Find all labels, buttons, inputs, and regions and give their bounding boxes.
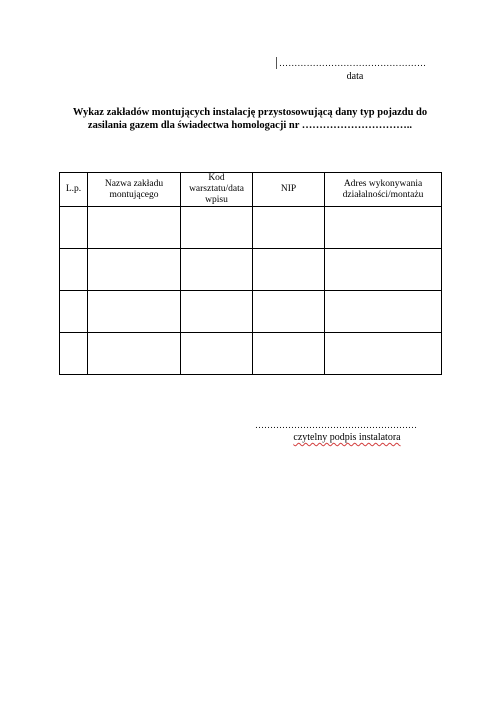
column-header-nip: NIP [253,173,325,207]
table-cell [181,249,253,291]
table-cell [88,291,181,333]
table-cell [60,333,88,375]
table-cell [88,249,181,291]
table-cell [181,333,253,375]
table-cell [253,333,325,375]
table-cell [325,207,442,249]
table-header-row [60,173,442,207]
table-cell [88,333,181,375]
table-cell [60,207,88,249]
table-cell [181,207,253,249]
signature-label-wrapper [262,432,432,443]
column-header-lp: L.p. [60,173,88,207]
date-label: data [346,71,364,82]
table-row [60,333,442,375]
table-cell [253,291,325,333]
table-cell [253,249,325,291]
column-header-workshop-name: Nazwa zakładu montującego [88,173,181,207]
document-title: Wykaz zakładów montujących instalację przystosowującą dany typ pojazdu do zasilania gazem dla świadectwa homologacji nr ………………………….. [72,107,428,131]
signature-dotted-line: ……………………………………………… [255,420,417,430]
table-row [60,207,442,249]
table-cell [325,333,442,375]
signature-label: czytelny podpis instalatora [293,432,401,443]
installers-table [59,172,442,375]
column-header-workshop-code: Kod warsztatu/data wpisu [181,173,253,207]
table-cell [60,249,88,291]
table-cell [325,291,442,333]
table-cell [88,207,181,249]
text-cursor-mark [276,57,277,69]
table-cell [181,291,253,333]
date-dotted-line: ………………………………………… [279,58,427,68]
column-header-address: Adres wykonywania działalności/montażu [325,173,442,207]
table-cell [60,291,88,333]
table-row [60,249,442,291]
table-cell [253,207,325,249]
table-cell [325,249,442,291]
table-row [60,291,442,333]
